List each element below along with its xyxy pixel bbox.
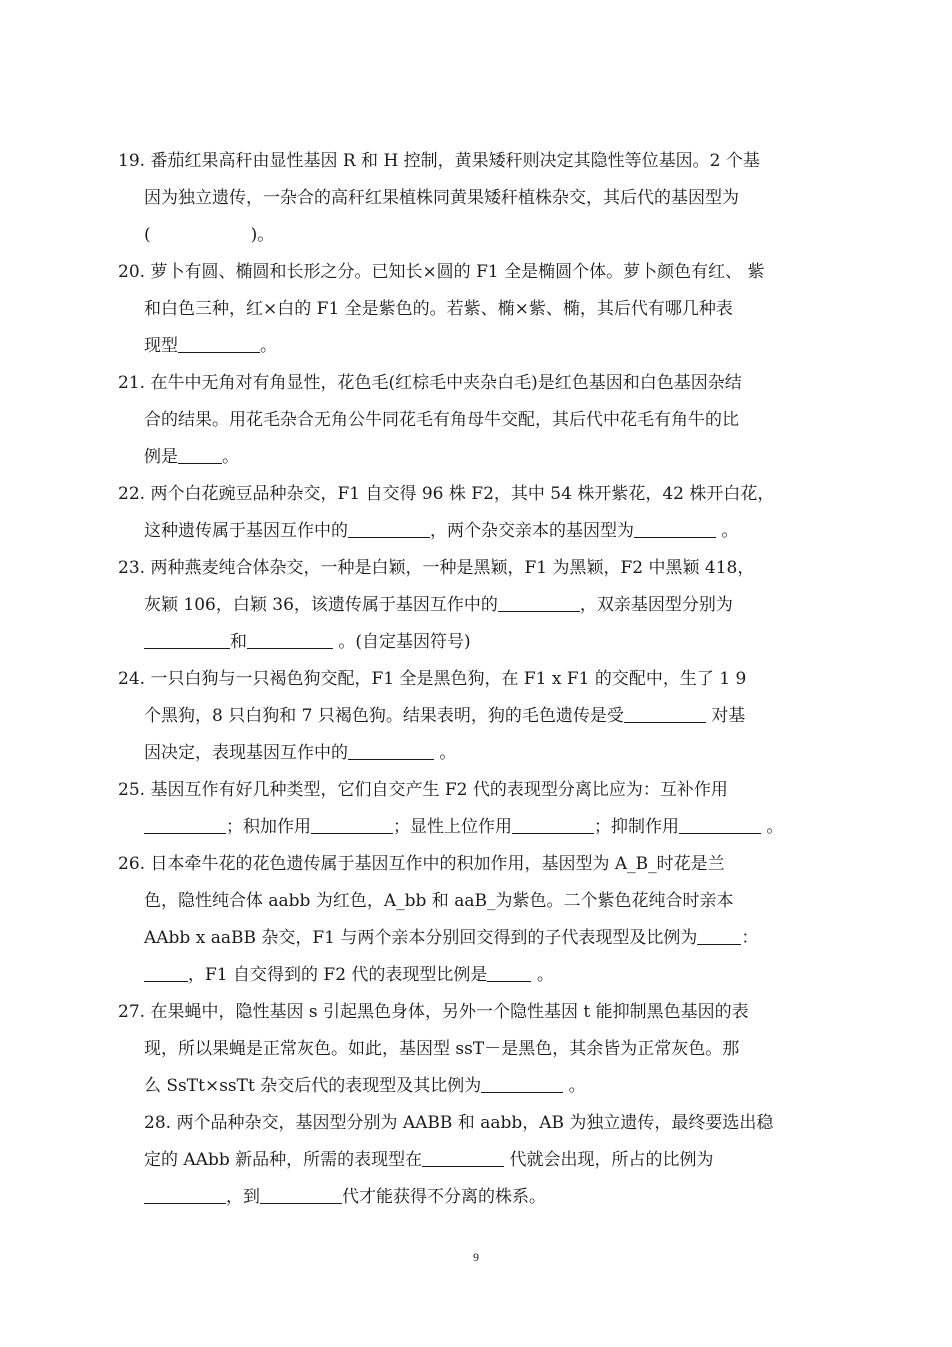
answer-blank: [144, 1185, 226, 1204]
question-19-line-2: 因为独立遗传，一杂合的高秆红果植株同黄果矮秆植株杂交，其后代的基因型为: [144, 188, 739, 208]
answer-blank: [481, 1074, 563, 1093]
text-segment: AAbb x aaBB 杂交，F1 与两个亲本分别回交得到的子代表现型及比例为: [144, 928, 698, 948]
page-number: 9: [473, 1250, 479, 1264]
text-segment: 个黑狗，8 只白狗和 7 只褐色狗。结果表明，狗的毛色遗传是受: [144, 706, 624, 726]
text-segment: 么 SsTt×ssTt 杂交后代的表现型及其比例为: [144, 1076, 482, 1096]
answer-blank: [679, 815, 761, 834]
question-23-line-2: [144, 592, 733, 618]
open-paren: (: [144, 225, 151, 245]
question-21-line-3: [144, 444, 239, 470]
answer-blank: [144, 815, 226, 834]
close-paren: )。: [250, 225, 275, 245]
text-segment: 现型: [144, 336, 178, 356]
question-28-line-3: [144, 1184, 546, 1210]
question-26-line-2: 色，隐性纯合体 aabb 为红色，A_bb 和 aaB_为紫色。二个紫色花纯合时亲本: [144, 891, 734, 911]
question-26-line-1: 26. 日本牵牛花的花色遗传属于基因互作中的积加作用，基因型为 A_B_时花是兰: [118, 854, 725, 874]
question-19-line-3: [144, 222, 274, 248]
text-segment: 。: [531, 965, 554, 985]
question-19-line-1: 19. 番茄红果高秆由显性基因 R 和 H 控制，黄果矮秆则决定其隐性等位基因。2 个基: [118, 151, 760, 171]
question-20-line-1: 20. 萝卜有圆、椭圆和长形之分。已知长×圆的 F1 全是椭圆个体。萝卜颜色有红、 紫: [118, 262, 765, 282]
text-segment: 。: [260, 336, 277, 356]
text-segment: 。: [563, 1076, 586, 1096]
question-26-line-3: [144, 925, 758, 951]
text-segment: 定的 AAbb 新品种，所需的表现型在: [144, 1150, 423, 1170]
answer-blank: [498, 593, 580, 612]
answer-blank: [697, 926, 741, 945]
text-segment: 。: [761, 817, 784, 837]
answer-blank: [634, 519, 716, 538]
answer-blank: [178, 334, 260, 353]
question-20-line-3: [144, 333, 277, 359]
text-segment: ；抑制作用: [594, 817, 679, 837]
text-segment: ，F1 自交得到的 F2 代的表现型比例是: [188, 965, 488, 985]
text-segment: ；积加作用: [226, 817, 311, 837]
answer-blank: [348, 741, 434, 760]
answer-blank: [624, 704, 706, 723]
text-segment: 因决定，表现基因互作中的: [144, 743, 348, 763]
text-segment: 和: [230, 632, 247, 652]
text-segment: 。: [434, 743, 457, 763]
text-segment: 例是: [144, 447, 178, 467]
question-26-line-4: [144, 962, 554, 988]
question-22-line-2: [144, 518, 738, 544]
answer-blank: [512, 815, 594, 834]
question-20-line-2: 和白色三种，红×白的 F1 全是紫色的。若紫、椭×紫、椭，其后代有哪几种表: [144, 299, 733, 319]
answer-blank: [487, 963, 531, 982]
text-segment: 代才能获得不分离的株系。: [342, 1187, 546, 1207]
text-segment: ：: [741, 928, 759, 948]
answer-blank: [260, 1185, 342, 1204]
text-segment: 对基: [705, 706, 746, 726]
text-segment: ，两个杂交亲本的基因型为: [430, 521, 634, 541]
text-segment: ，双亲基因型分别为: [579, 595, 733, 615]
question-27-line-3: [144, 1073, 586, 1099]
question-23-line-3: [144, 629, 471, 655]
question-22-line-1: 22. 两个白花豌豆品种杂交，F1 自交得 96 株 F2，其中 54 株开紫花，42 株开白花，: [118, 484, 775, 504]
question-24-line-1: 24. 一只白狗与一只褐色狗交配，F1 全是黑色狗，在 F1 x F1 的交配中，生了 1 9: [118, 669, 747, 689]
question-24-line-3: [144, 740, 456, 766]
answer-blank: [422, 1148, 504, 1167]
question-24-line-2: [144, 703, 745, 729]
text-segment: 。: [222, 447, 239, 467]
text-segment: ，到: [226, 1187, 260, 1207]
question-28-line-2: [144, 1147, 714, 1173]
question-28-line-1: 28. 两个品种杂交，基因型分别为 AABB 和 aabb，AB 为独立遗传，最终要选出稳: [144, 1113, 774, 1133]
question-27-line-2: 现，所以果蝇是正常灰色。如此，基因型 ssT－是黑色，其余皆为正常灰色。那: [144, 1039, 740, 1059]
question-25-line-1: 25. 基因互作有好几种类型，它们自交产生 F2 代的表现型分离比应为：互补作用: [118, 780, 728, 800]
answer-blank: [348, 519, 430, 538]
text-segment: ；显性上位作用: [393, 817, 512, 837]
question-25-line-2: [144, 814, 783, 840]
question-23-line-1: 23. 两种燕麦纯合体杂交，一种是白颖，一种是黑颖，F1 为黑颖，F2 中黑颖 418，: [118, 558, 755, 578]
text-segment: 灰颖 106，白颖 36，该遗传属于基因互作中的: [144, 595, 498, 615]
text-segment: 这种遗传属于基因互作中的: [144, 521, 348, 541]
text-segment: 。: [716, 521, 739, 541]
question-27-line-1: 27. 在果蝇中，隐性基因 s 引起黑色身体，另外一个隐性基因 t 能抑制黑色基因的表: [118, 1002, 749, 1022]
answer-blank: [144, 630, 230, 649]
answer-blank: [144, 963, 188, 982]
text-segment: 代就会出现，所占的比例为: [504, 1150, 714, 1170]
answer-blank: [247, 630, 333, 649]
text-segment: 。(自定基因符号): [333, 632, 471, 652]
answer-blank: [311, 815, 393, 834]
question-21-line-1: 21. 在牛中无角对有角显性，花色毛(红棕毛中夹杂白毛)是红色基因和白色基因杂结: [118, 373, 742, 393]
question-21-line-2: 合的结果。用花毛杂合无角公牛同花毛有角母牛交配，其后代中花毛有角牛的比: [144, 410, 739, 430]
answer-blank: [178, 445, 222, 464]
